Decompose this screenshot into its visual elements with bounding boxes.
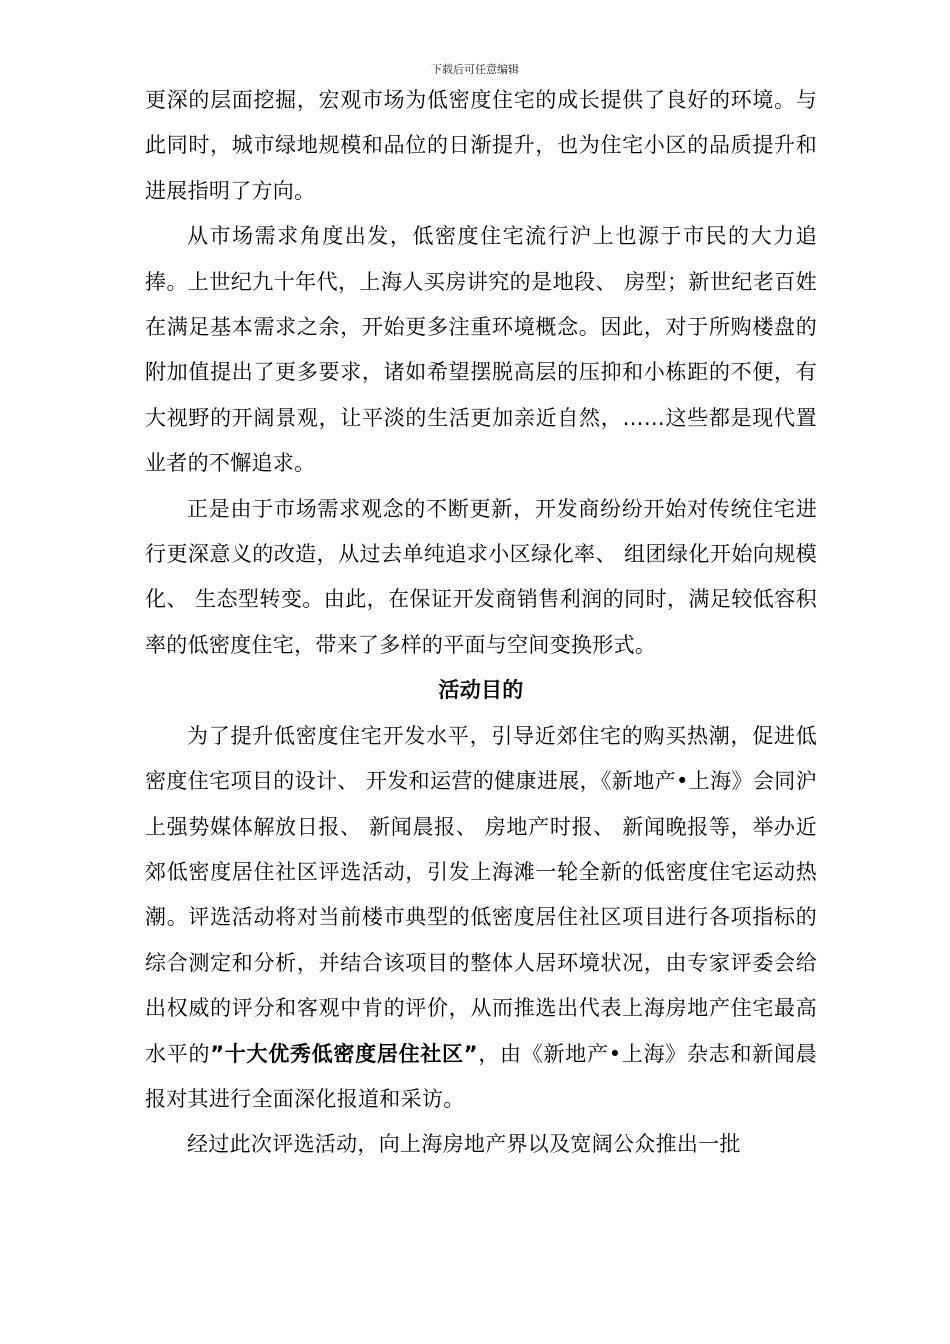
section-title: 活动目的 xyxy=(438,678,524,703)
paragraph-market-demand: 从市场需求角度出发，低密度住宅流行沪上也源于市民的大力追捧。上世纪九十年代，上海人买房讲究的是地段、 房型；新世纪老百姓在满足基本需求之余，开始更多注重环境概念。因此，对于所购楼盘的附加值提出了更多要求，诸如希望摆脱高层的压抑和小栋距的不便，有大视野的开阔景观，让平淡的生活更加亲近自然，……这些都是现代置业者的不懈追求。 xyxy=(145,224,817,476)
top-ten-communities-highlight: ”十大优秀低密度居住社区” xyxy=(210,1041,478,1066)
paragraph-continued: 更深的层面挖掘，宏观市场为低密度住宅的成长提供了良好的环境。与此同时，城市绿地规模和品位的日渐提升，也为住宅小区的品质提升和进展指明了方向。 xyxy=(145,88,817,203)
paragraph-activity-purpose-text-1: 为了提升低密度住宅开发水平，引导近郊住宅的购买热潮，促进低密度住宅项目的设计、 开发和运营的健康进展，《新地产•上海》会同沪上强势媒体解放日报、 新闻晨报、 房地产时报、 新闻晚报等，举办近郊低密度居住社区评选活动，引发上海滩一轮全新的低密度住宅运动热潮。评选活动将对当前楼市典型的低密度居住社区项目进行各项指标的综合测定和分析，并结合该项目的整体人居环境状况，由专家评委会给出权威的评分和客观中肯的评价，从而推选出代表上海房地产住宅最高水平的 xyxy=(145,723,817,1066)
document-body xyxy=(145,78,817,1168)
paragraph-evaluation-result: 经过此次评选活动，向上海房地产界以及宽阔公众推出一批 xyxy=(187,1132,741,1157)
paragraph-activity-purpose xyxy=(145,714,817,1123)
page-header: 下载后可任意编辑 xyxy=(431,63,519,76)
paragraph-developer-change: 正是由于市场需求观念的不断更新，开发商纷纷开始对传统住宅进行更深意义的改造，从过去单纯追求小区绿化率、 组团绿化开始向规模化、 生态型转变。由此，在保证开发商销售利润的同时，满足较低容积率的低密度住宅，带来了多样的平面与空间变换形式。 xyxy=(145,496,817,657)
paragraph-activity-purpose-text-2: ，由《新地产•上海》杂志和新闻晨报对其进行全面深化报道和采访。 xyxy=(145,1041,817,1111)
